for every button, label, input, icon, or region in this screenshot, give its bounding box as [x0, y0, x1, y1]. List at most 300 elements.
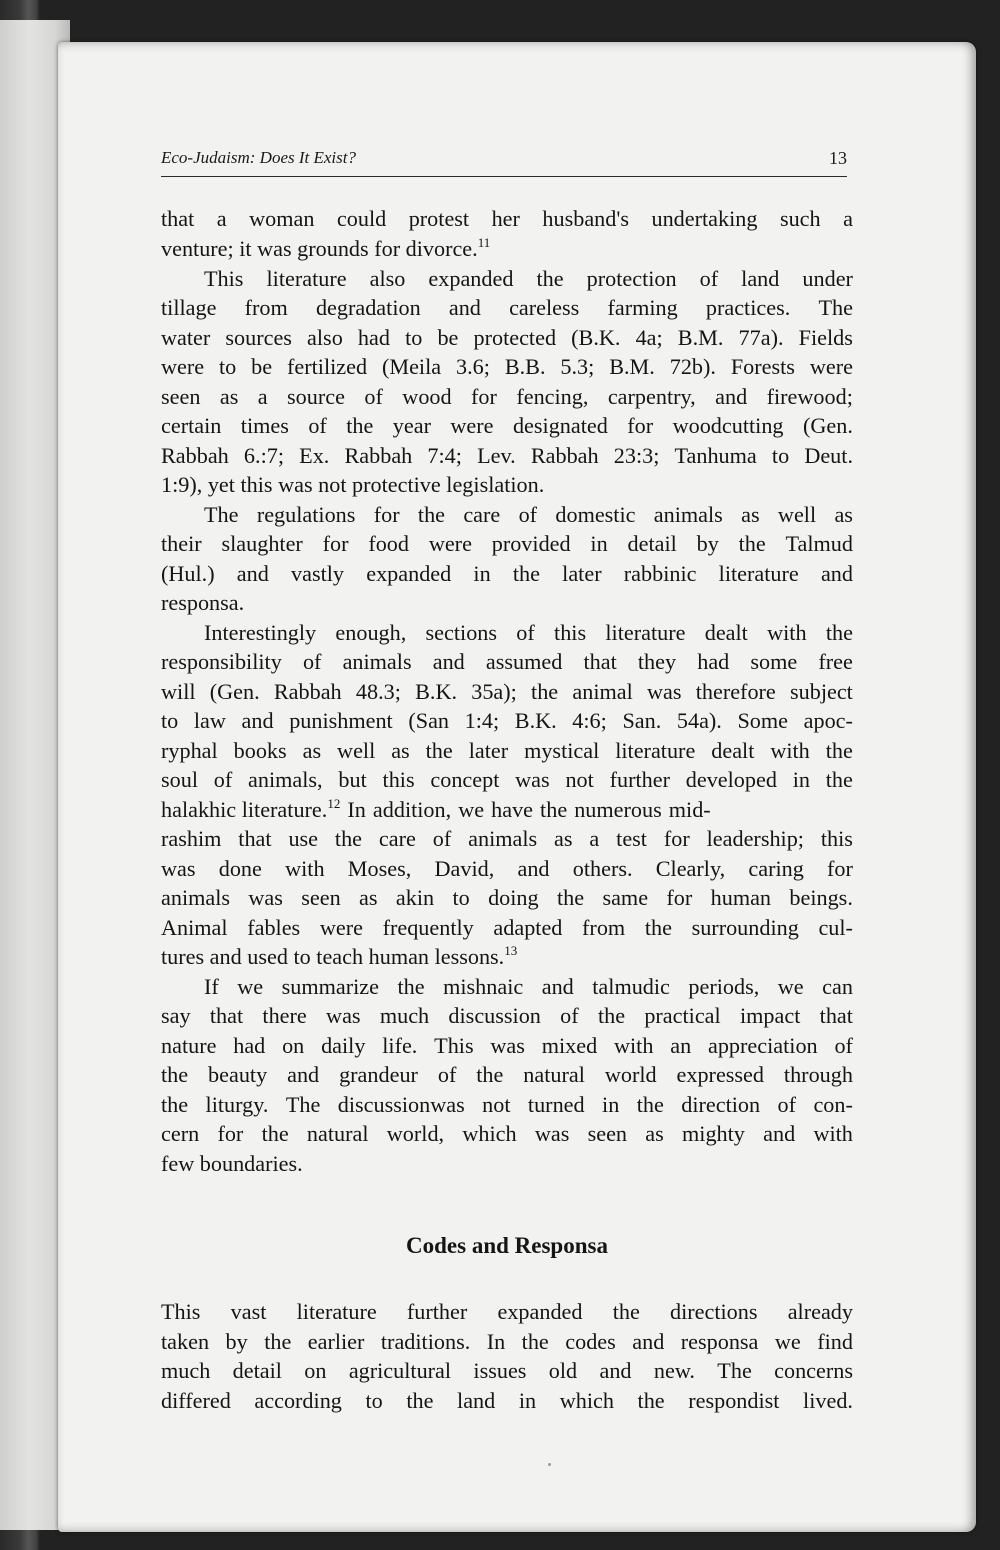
word: were — [161, 354, 205, 379]
word: later — [468, 738, 509, 763]
word: were — [809, 354, 853, 379]
text-line — [161, 293, 853, 323]
text-line — [161, 1119, 853, 1149]
word: that — [161, 206, 195, 231]
word: also — [307, 325, 343, 350]
word: of — [437, 1062, 457, 1087]
word: had — [357, 325, 390, 350]
word: detail — [627, 531, 677, 556]
word: B.K. — [415, 679, 458, 704]
word: dealt — [704, 620, 748, 645]
word: B.K. — [514, 708, 557, 733]
word: was — [248, 885, 283, 910]
word: discussion — [448, 1003, 541, 1028]
word: also — [369, 266, 406, 291]
word: were — [319, 915, 363, 940]
word: use — [288, 826, 319, 851]
word: this — [382, 767, 415, 792]
page-speck — [548, 1463, 551, 1466]
word: expressed — [676, 1062, 764, 1087]
word: differed — [161, 1388, 231, 1413]
word: some — [750, 649, 798, 674]
word: domestic — [555, 502, 636, 527]
word: for — [217, 1121, 244, 1146]
word: a — [843, 206, 853, 231]
word: by — [225, 1329, 248, 1354]
word: others. — [572, 856, 633, 881]
word: beauty — [208, 1062, 268, 1087]
word: adapted — [493, 915, 563, 940]
word: we — [237, 974, 264, 999]
word: of — [516, 620, 535, 645]
text-line — [161, 854, 853, 884]
word: to — [452, 885, 470, 910]
word: In — [486, 1329, 506, 1354]
word: tillage — [161, 295, 217, 320]
word: to — [219, 354, 237, 379]
word: apoc- — [803, 708, 853, 733]
word: B.M. — [609, 354, 655, 379]
word: which — [462, 1121, 517, 1146]
word: cul- — [818, 915, 853, 940]
word: for — [471, 384, 497, 409]
word: punishment — [289, 708, 393, 733]
text-line — [161, 441, 853, 471]
word: impact — [739, 1003, 801, 1028]
word: the — [825, 620, 853, 645]
text-line — [161, 1060, 853, 1090]
word: the — [512, 561, 540, 586]
word: which — [559, 1388, 614, 1413]
word: with — [613, 1033, 654, 1058]
word: an — [670, 1033, 692, 1058]
text-line: responsa. — [161, 590, 245, 615]
word: 72b). — [669, 354, 716, 379]
word: Interestingly — [204, 620, 317, 645]
word: the — [476, 1062, 504, 1087]
word: (San — [408, 708, 450, 733]
word: with — [813, 1121, 853, 1146]
text-line — [161, 1031, 853, 1061]
word: were — [450, 413, 494, 438]
word: traditions. — [380, 1329, 471, 1354]
word: 77a). — [738, 325, 784, 350]
text-line — [204, 618, 853, 648]
word: protection — [586, 266, 677, 291]
word: will — [161, 679, 196, 704]
word: not — [565, 767, 594, 792]
word: the — [161, 1062, 189, 1087]
word: vastly — [291, 561, 345, 586]
word: as — [302, 738, 322, 763]
word: firewood; — [766, 384, 853, 409]
word: protest — [408, 206, 470, 231]
word: liturgy. — [205, 1092, 269, 1117]
word: Lev. — [477, 443, 516, 468]
text-line — [161, 1297, 853, 1327]
word: and — [599, 1358, 632, 1383]
word: to — [405, 325, 423, 350]
word: grandeur — [339, 1062, 418, 1087]
word: literature — [266, 266, 347, 291]
word: with — [770, 738, 810, 763]
word: degradation — [315, 295, 421, 320]
word: the — [264, 1329, 292, 1354]
word: for — [827, 856, 853, 881]
word: carpentry, — [607, 384, 696, 409]
word: provided — [491, 531, 571, 556]
word: of — [308, 413, 327, 438]
word: seen — [587, 1121, 628, 1146]
word: fertilized — [287, 354, 368, 379]
word: the — [644, 915, 672, 940]
word: was — [326, 1003, 361, 1028]
word: be — [251, 354, 273, 379]
text-line — [161, 1090, 853, 1120]
word: the — [425, 738, 453, 763]
word: that — [583, 649, 617, 674]
text-line — [161, 382, 853, 412]
word: literature — [605, 620, 686, 645]
word: to — [365, 1388, 383, 1413]
word: of — [302, 649, 322, 674]
word: San. — [622, 708, 662, 733]
word: of — [432, 826, 452, 851]
word: was — [490, 1033, 525, 1058]
word: dealt — [711, 738, 755, 763]
word: as — [359, 885, 378, 910]
text-line: halakhic literature.$^{12}$ In addition, we have the numerous mid- — [161, 796, 711, 822]
word: for — [666, 885, 693, 910]
footnote-ref: 11 — [477, 235, 491, 250]
word: The — [204, 502, 239, 527]
word: new. — [653, 1358, 695, 1383]
word: not — [482, 1092, 511, 1117]
word: slaughter — [221, 531, 303, 556]
text-line — [161, 883, 853, 913]
word: source — [287, 384, 345, 409]
word: The — [818, 295, 853, 320]
word: they — [637, 649, 677, 674]
word: 48.3; — [355, 679, 401, 704]
word: according — [254, 1388, 342, 1413]
word: and — [287, 1062, 320, 1087]
word: doing — [488, 885, 539, 910]
word: well — [777, 502, 817, 527]
word: This — [204, 266, 244, 291]
word: surrounding — [691, 915, 799, 940]
word: of — [834, 1033, 853, 1058]
word: wood — [402, 384, 452, 409]
word: 5.3; — [560, 354, 595, 379]
word: animals, — [248, 767, 323, 792]
text-line — [161, 352, 853, 382]
word: 1:4; — [464, 708, 500, 733]
word: were — [428, 531, 472, 556]
word: responsa — [680, 1329, 759, 1354]
word: and — [432, 649, 465, 674]
word: as — [834, 502, 853, 527]
word: the — [406, 1388, 434, 1413]
word: further — [406, 1299, 468, 1324]
word: food — [368, 531, 409, 556]
word: frequently — [382, 915, 474, 940]
text-line — [161, 1327, 853, 1357]
text-line — [161, 647, 853, 677]
word: and — [236, 561, 269, 586]
word: seen — [301, 885, 341, 910]
word: care — [378, 826, 416, 851]
word: as — [391, 738, 410, 763]
footnote-ref: 13 — [504, 943, 518, 958]
word: mighty — [682, 1121, 745, 1146]
word: summarize — [281, 974, 379, 999]
word: this — [820, 826, 853, 851]
word: the — [597, 1003, 626, 1028]
word: the — [825, 767, 853, 792]
word: therefore — [695, 679, 776, 704]
word: expanded — [366, 561, 452, 586]
word: we — [774, 1329, 801, 1354]
section-heading: Codes and Responsa — [406, 1233, 608, 1258]
word: the — [536, 266, 564, 291]
word: can — [822, 974, 853, 999]
word: from — [244, 295, 288, 320]
word: the — [738, 531, 766, 556]
word: The — [285, 1092, 321, 1117]
word: the — [612, 1299, 640, 1324]
word: was — [646, 679, 682, 704]
word: B.B. — [504, 354, 546, 379]
word: rashim — [161, 826, 222, 851]
word: concept — [430, 767, 500, 792]
word: much — [379, 1003, 430, 1028]
word: beings. — [789, 885, 853, 910]
word: land — [741, 266, 780, 291]
word: test — [616, 826, 647, 851]
word: and — [632, 1329, 665, 1354]
word: same — [602, 885, 649, 910]
word: but — [338, 767, 367, 792]
word: leadership; — [706, 826, 804, 851]
word: Animal — [161, 915, 228, 940]
word: Fields — [798, 325, 853, 350]
word: mystical — [524, 738, 600, 763]
word: Deut. — [804, 443, 853, 468]
word: the — [334, 826, 363, 851]
word: we — [777, 974, 804, 999]
word: for — [322, 531, 349, 556]
word: Rabbah — [530, 443, 599, 468]
word: free — [818, 649, 853, 674]
text-line — [204, 500, 853, 530]
word: was — [161, 856, 196, 881]
text-line — [161, 706, 853, 736]
word: of — [777, 1092, 797, 1117]
word: rabbinic — [623, 561, 697, 586]
word: careless — [509, 295, 580, 320]
word: Clearly, — [655, 856, 726, 881]
word: Ex. — [299, 443, 330, 468]
word: water — [161, 325, 211, 350]
word: had — [233, 1033, 266, 1058]
word: had — [697, 649, 730, 674]
text-line — [161, 411, 853, 441]
text-line — [161, 1001, 853, 1031]
word: designated — [512, 413, 608, 438]
word: and — [541, 974, 574, 999]
word: land — [457, 1388, 496, 1413]
text-line — [161, 204, 853, 234]
word: and — [241, 708, 274, 733]
word: farming — [607, 295, 678, 320]
word: year — [392, 413, 431, 438]
word: through — [783, 1062, 853, 1087]
word: caring — [748, 856, 804, 881]
word: in — [590, 531, 608, 556]
word: the — [521, 1329, 549, 1354]
word: to — [161, 708, 179, 733]
word: old — [548, 1358, 578, 1383]
word: and — [763, 1121, 796, 1146]
text-line — [161, 913, 853, 943]
word: further — [609, 767, 670, 792]
word: developed — [685, 767, 777, 792]
word: was — [515, 767, 550, 792]
text-line — [161, 323, 853, 353]
word: with — [767, 620, 807, 645]
word: of — [518, 502, 538, 527]
word: 4:6; — [572, 708, 607, 733]
text-line — [161, 677, 853, 707]
word: Moses, — [347, 856, 412, 881]
word: by — [696, 531, 719, 556]
word: there — [262, 1003, 307, 1028]
word: a — [216, 206, 227, 231]
word: husband's — [542, 206, 629, 231]
word: her — [491, 206, 520, 231]
word: world, — [386, 1121, 445, 1146]
word: books — [233, 738, 287, 763]
word: the — [531, 679, 559, 704]
word: Tanhuma — [674, 443, 757, 468]
word: issues — [473, 1358, 527, 1383]
word: that — [209, 1003, 244, 1028]
word: (Meila — [381, 354, 442, 379]
word: codes — [565, 1329, 616, 1354]
word: con- — [813, 1092, 853, 1117]
word: times — [240, 413, 289, 438]
text-line — [204, 972, 853, 1002]
word: in — [473, 561, 491, 586]
word: done — [218, 856, 262, 881]
word: practices. — [705, 295, 791, 320]
word: of — [560, 1003, 579, 1028]
word: (Gen. — [209, 679, 260, 704]
word: say — [161, 1003, 191, 1028]
word: natural — [306, 1121, 369, 1146]
word: the — [637, 1388, 665, 1413]
word: B.M. — [677, 325, 724, 350]
word: literature — [718, 561, 799, 586]
word: 54a). — [676, 708, 722, 733]
word: the — [346, 413, 374, 438]
word: earlier — [307, 1329, 365, 1354]
word: (Hul.) — [161, 561, 215, 586]
running-header — [161, 146, 847, 177]
word: human — [710, 885, 772, 910]
word: talmudic — [592, 974, 670, 999]
word: the — [161, 1092, 189, 1117]
word: woodcutting — [672, 413, 784, 438]
word: ryphal — [161, 738, 218, 763]
word: as — [645, 1121, 664, 1146]
word: the — [397, 974, 425, 999]
word: expanded — [497, 1299, 583, 1324]
word: as — [554, 826, 573, 851]
word: This — [434, 1033, 474, 1058]
word: this — [554, 620, 587, 645]
word: 6.:7; — [243, 443, 284, 468]
word: regulations — [256, 502, 356, 527]
word: and — [715, 384, 748, 409]
word: for — [627, 413, 654, 438]
word: concerns — [774, 1358, 853, 1383]
text-line — [161, 559, 853, 589]
word: from — [582, 915, 626, 940]
word: with — [285, 856, 325, 881]
word: the — [417, 502, 446, 527]
word: agricultural — [348, 1358, 452, 1383]
word: Talmud — [785, 531, 853, 556]
word: certain — [161, 413, 222, 438]
word: the — [261, 1121, 289, 1146]
word: life. — [382, 1033, 418, 1058]
word: as — [741, 502, 760, 527]
word: on — [304, 1358, 327, 1383]
word: mixed — [541, 1033, 598, 1058]
word: akin — [395, 885, 435, 910]
word: much — [161, 1358, 211, 1383]
word: Some — [737, 708, 789, 733]
text-line — [204, 264, 853, 294]
word: literature — [296, 1299, 377, 1324]
word: the — [825, 738, 853, 763]
word: find — [817, 1329, 853, 1354]
word: and — [820, 561, 853, 586]
word: Forests — [730, 354, 795, 379]
word: animals — [342, 649, 412, 674]
word: already — [787, 1299, 853, 1324]
word: for — [373, 502, 400, 527]
word: a — [257, 384, 268, 409]
word: detail — [232, 1358, 282, 1383]
word: woman — [249, 206, 315, 231]
word: of — [364, 384, 383, 409]
word: Rabbah — [161, 443, 229, 468]
text-line: few boundaries. — [161, 1151, 303, 1176]
word: 3.6; — [456, 354, 490, 379]
footnote-ref: 12 — [327, 796, 341, 811]
word: later — [562, 561, 602, 586]
word: animal — [572, 679, 633, 704]
text-line — [161, 1386, 853, 1416]
word: for — [663, 826, 690, 851]
word: that — [819, 1003, 853, 1028]
text-line — [161, 765, 853, 795]
word: 23:3; — [613, 443, 660, 468]
word: that — [238, 826, 272, 851]
